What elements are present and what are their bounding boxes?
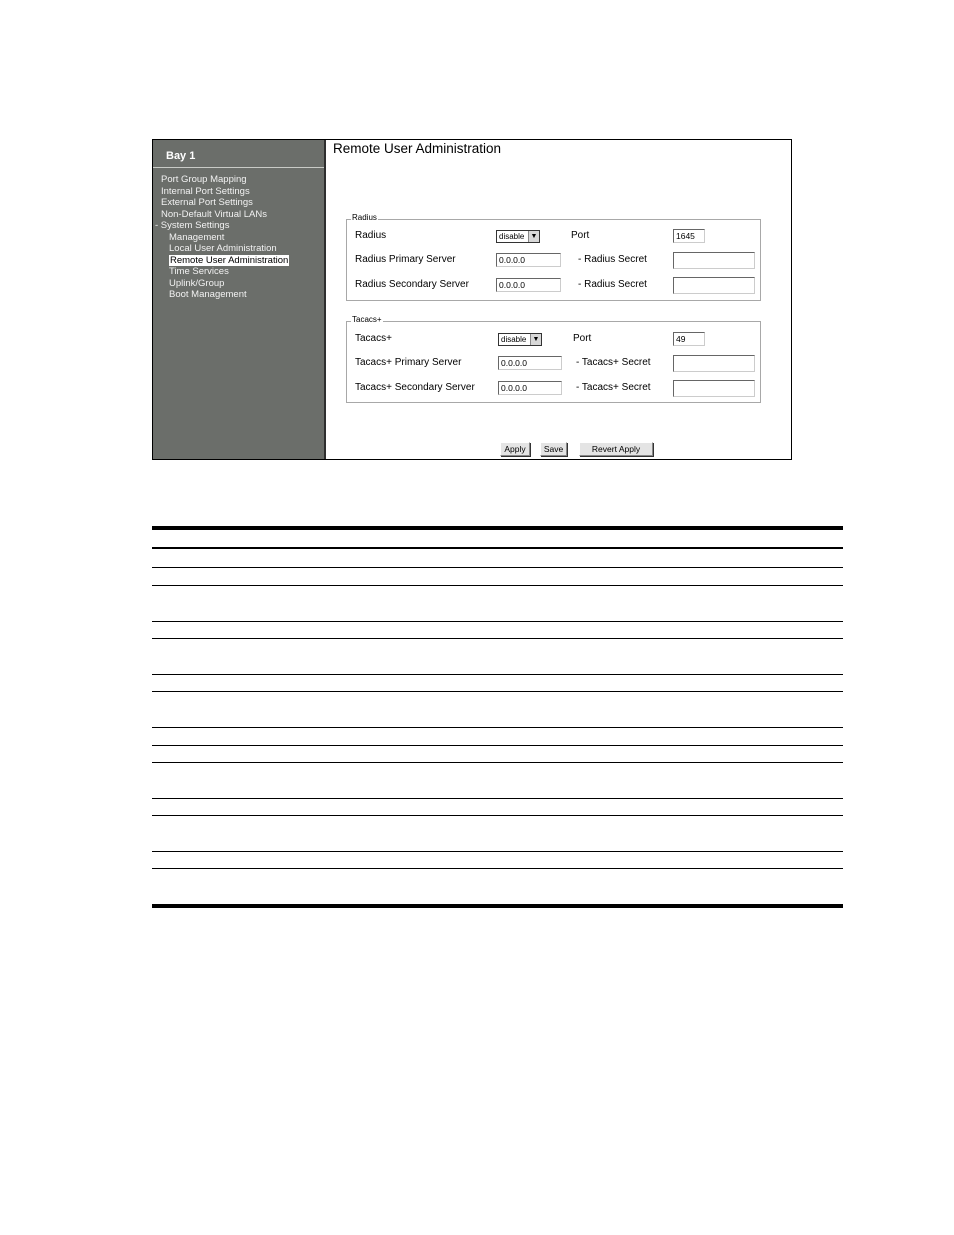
sidebar-item-boot-management[interactable]: Boot Management <box>169 289 247 300</box>
radius-primary-input[interactable]: 0.0.0.0 <box>496 253 561 267</box>
radius-select-value: disable <box>499 232 525 241</box>
table-row-rule <box>152 745 843 746</box>
sidebar-divider <box>153 167 324 168</box>
radius-secondary-secret-input[interactable] <box>673 277 755 294</box>
page-title: Remote User Administration <box>333 141 502 156</box>
tacacs-label: Tacacs+ <box>355 333 392 344</box>
bay-title: Bay 1 <box>166 150 196 162</box>
sidebar-item-management[interactable]: Management <box>169 231 225 243</box>
sidebar-item-internal-port-settings[interactable]: Internal Port Settings <box>161 185 250 197</box>
radius-label: Radius <box>355 230 387 241</box>
radius-primary-secret-input[interactable] <box>673 252 755 269</box>
tacacs-primary-secret-label: - Tacacs+ Secret <box>576 357 651 368</box>
radius-primary-label: Radius Primary Server <box>355 254 456 265</box>
table-row-rule <box>152 674 843 675</box>
tacacs-legend: Tacacs+ <box>352 315 382 324</box>
tacacs-primary-input[interactable]: 0.0.0.0 <box>498 356 562 370</box>
radius-port-label: Port <box>571 230 590 241</box>
radius-select[interactable] <box>496 230 540 243</box>
sidebar-item-time-services[interactable]: Time Services <box>169 266 229 277</box>
sidebar-item-remote-user-admin[interactable]: Remote User Administration <box>170 254 289 266</box>
table-bottom-rule <box>152 904 843 908</box>
tacacs-port-input[interactable]: 49 <box>673 332 705 346</box>
tacacs-select-value: disable <box>501 335 527 344</box>
chevron-down-icon[interactable]: ▼ <box>528 231 539 242</box>
table-row-rule <box>152 851 843 852</box>
radius-secondary-label: Radius Secondary Server <box>355 279 469 290</box>
tacacs-group <box>346 315 761 403</box>
content-pane <box>328 140 791 459</box>
sidebar-item-non-default-vlans[interactable]: Non-Default Virtual LANs <box>161 208 267 220</box>
radius-primary-secret-label: - Radius Secret <box>578 254 647 265</box>
sidebar <box>153 140 326 459</box>
radius-group <box>346 213 761 301</box>
tacacs-secondary-label: Tacacs+ Secondary Server <box>355 382 475 393</box>
radius-secondary-input[interactable]: 0.0.0.0 <box>496 278 561 292</box>
tacacs-select[interactable] <box>498 333 542 346</box>
table-header-rule <box>152 547 843 549</box>
screenshot-frame <box>152 139 792 460</box>
table-row-rule <box>152 691 843 692</box>
tacacs-port-label: Port <box>573 333 592 344</box>
save-button[interactable]: Save <box>540 442 567 456</box>
tacacs-secondary-secret-input[interactable] <box>673 380 755 397</box>
apply-button[interactable]: Apply <box>500 442 530 456</box>
tacacs-primary-secret-input[interactable] <box>673 355 755 372</box>
table-row-rule <box>152 585 843 586</box>
revert-apply-button[interactable]: Revert Apply <box>579 442 653 456</box>
sidebar-item-external-port-settings[interactable]: External Port Settings <box>161 197 253 208</box>
sidebar-item-system-settings[interactable]: - System Settings <box>155 220 230 231</box>
tacacs-secondary-secret-label: - Tacacs+ Secret <box>576 382 651 393</box>
table-row-rule <box>152 638 843 639</box>
tacacs-secondary-input[interactable]: 0.0.0.0 <box>498 381 562 395</box>
table-row-rule <box>152 798 843 799</box>
table-row-rule <box>152 567 843 568</box>
table-row-rule <box>152 762 843 763</box>
chevron-down-icon[interactable]: ▼ <box>530 334 541 345</box>
table-top-rule <box>152 526 843 530</box>
sidebar-item-local-user-admin[interactable]: Local User Administration <box>169 243 277 254</box>
table-row-rule <box>152 868 843 869</box>
table-row-rule <box>152 727 843 728</box>
radius-secondary-secret-label: - Radius Secret <box>578 279 647 290</box>
radius-port-input[interactable]: 1645 <box>673 229 705 243</box>
table-row-rule <box>152 621 843 622</box>
radius-legend: Radius <box>352 213 377 222</box>
sidebar-item-port-group-mapping[interactable]: Port Group Mapping <box>161 174 247 185</box>
tacacs-primary-label: Tacacs+ Primary Server <box>355 357 462 368</box>
sidebar-item-uplink-group[interactable]: Uplink/Group <box>169 277 225 289</box>
table-row-rule <box>152 815 843 816</box>
